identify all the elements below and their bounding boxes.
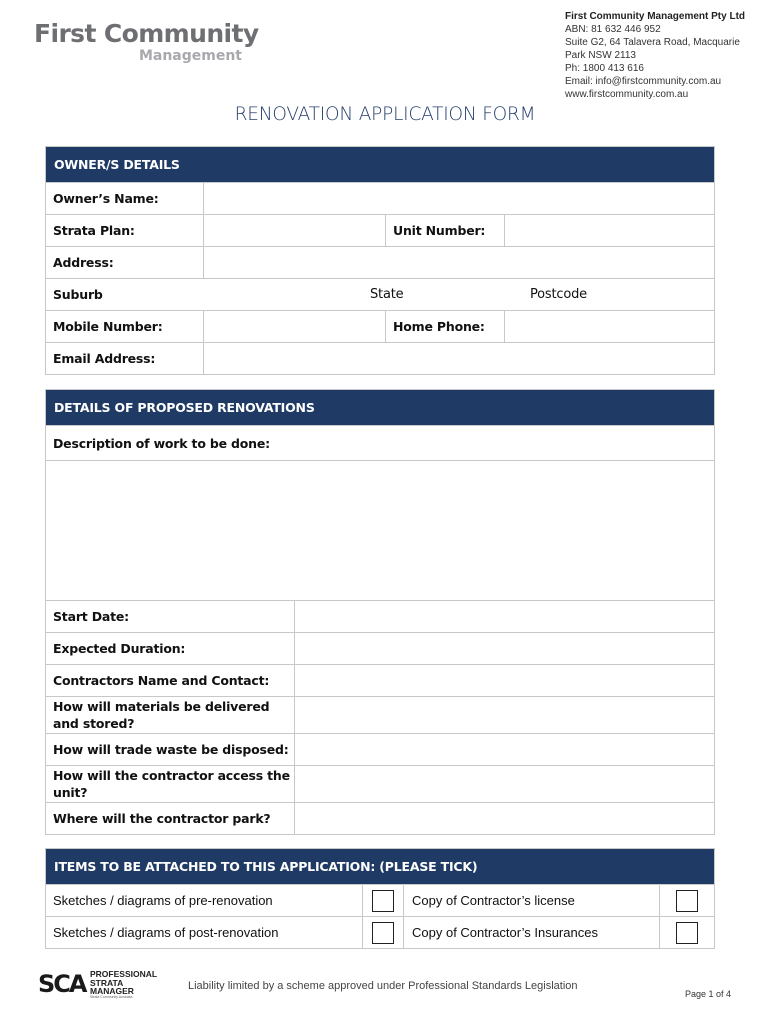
suburb-label: Suburb: [53, 287, 103, 302]
company-website: www.firstcommunity.com.au: [565, 89, 689, 100]
park-field[interactable]: [294, 803, 714, 834]
unit-number-field[interactable]: [504, 215, 714, 246]
pre-renovation-checkbox[interactable]: [372, 890, 394, 912]
insurance-label: Copy of Contractor’s Insurances: [403, 917, 659, 948]
mobile-row: [46, 310, 714, 342]
park-row: [46, 802, 714, 834]
strata-plan-label: Strata Plan:: [53, 223, 135, 238]
company-phone: Ph: 1800 413 616: [565, 63, 644, 74]
renovation-details-section: [45, 389, 715, 835]
renovation-details-heading: DETAILS OF PROPOSED RENOVATIONS: [46, 390, 714, 425]
form-title: RENOVATION APPLICATION FORM: [234, 104, 536, 125]
address-field[interactable]: [203, 247, 714, 278]
duration-row: [46, 632, 714, 664]
materials-field[interactable]: [294, 697, 714, 733]
pre-renovation-label: Sketches / diagrams of pre-renovation: [53, 893, 273, 908]
post-renovation-label: Sketches / diagrams of post-renovation: [53, 925, 279, 940]
strata-plan-row: [46, 214, 714, 246]
start-date-field[interactable]: [294, 601, 714, 632]
contractors-label: Contractors Name and Contact:: [53, 673, 270, 688]
description-field[interactable]: [46, 460, 714, 600]
company-details: [565, 10, 745, 101]
owners-name-field[interactable]: [203, 183, 714, 214]
home-phone-label: Home Phone:: [385, 311, 504, 342]
access-field[interactable]: [294, 766, 714, 802]
company-address: Suite G2, 64 Talavera Road, Macquarie Park NSW 2113: [565, 37, 740, 61]
psm-logo-text: [90, 970, 157, 996]
address-row: [46, 246, 714, 278]
pre-renovation-cell: [362, 885, 403, 916]
duration-field[interactable]: [294, 633, 714, 664]
mobile-number-label: Mobile Number:: [53, 319, 163, 334]
contractors-field[interactable]: [294, 665, 714, 696]
access-row: [46, 765, 714, 802]
sca-logo-mark: SCA: [38, 970, 86, 998]
postcode-label: Postcode: [530, 287, 587, 302]
post-renovation-cell: [362, 917, 403, 948]
attachment-row: [46, 884, 714, 916]
company-abn: ABN: 81 632 446 952: [565, 24, 661, 35]
start-date-row: [46, 600, 714, 632]
unit-number-label: Unit Number:: [385, 215, 504, 246]
psm-tagline: Strata Community Australia: [90, 995, 133, 999]
page-number: Page 1 of 4: [685, 989, 732, 999]
attachment-row: [46, 916, 714, 948]
email-address-label: Email Address:: [53, 351, 156, 366]
owner-details-heading: OWNER/S DETAILS: [46, 147, 714, 182]
insurance-checkbox[interactable]: [676, 922, 698, 944]
attachments-section: [45, 848, 715, 949]
company-logo: [34, 19, 259, 66]
home-phone-field[interactable]: [504, 311, 714, 342]
psm-line2: STRATA: [90, 977, 124, 988]
materials-row: [46, 696, 714, 733]
insurance-cell: [659, 917, 714, 948]
waste-label: How will trade waste be disposed:: [53, 742, 289, 757]
materials-label: How will materials be delivered and stored?: [53, 699, 270, 731]
logo-line2: Management: [138, 48, 242, 64]
email-row: [46, 342, 714, 374]
description-label: Description of work to be done:: [53, 435, 270, 451]
mobile-number-field[interactable]: [203, 311, 385, 342]
contractors-row: [46, 664, 714, 696]
license-label: Copy of Contractor’s license: [403, 885, 659, 916]
suburb-row[interactable]: [46, 278, 714, 310]
owner-details-section: [45, 146, 715, 375]
strata-plan-field[interactable]: [203, 215, 385, 246]
license-checkbox[interactable]: [676, 890, 698, 912]
owners-name-row: [46, 182, 714, 214]
waste-row: [46, 733, 714, 765]
state-label: State: [370, 287, 404, 302]
description-row: [46, 425, 714, 460]
psm-logo: [38, 968, 160, 1000]
psm-line3: MANAGER: [90, 986, 134, 996]
start-date-label: Start Date:: [53, 609, 129, 624]
attachments-heading: ITEMS TO BE ATTACHED TO THIS APPLICATION: (PLEASE TICK): [46, 849, 714, 884]
park-label: Where will the contractor park?: [53, 811, 271, 826]
waste-field[interactable]: [294, 734, 714, 765]
email-address-field[interactable]: [203, 343, 714, 374]
logo-line1: First Community: [34, 19, 259, 48]
company-email: Email: info@firstcommunity.com.au: [565, 76, 722, 87]
owners-name-label: Owner’s Name:: [53, 191, 159, 206]
address-label: Address:: [53, 255, 114, 270]
liability-note: Liability limited by a scheme approved under Professional Standards Legislation: [188, 980, 578, 992]
post-renovation-checkbox[interactable]: [372, 922, 394, 944]
license-cell: [659, 885, 714, 916]
company-name: First Community Management Pty Ltd: [565, 11, 746, 22]
duration-label: Expected Duration:: [53, 641, 186, 656]
access-label: How will the contractor access the unit?: [53, 768, 290, 800]
psm-line1: PROFESSIONAL: [90, 969, 158, 979]
